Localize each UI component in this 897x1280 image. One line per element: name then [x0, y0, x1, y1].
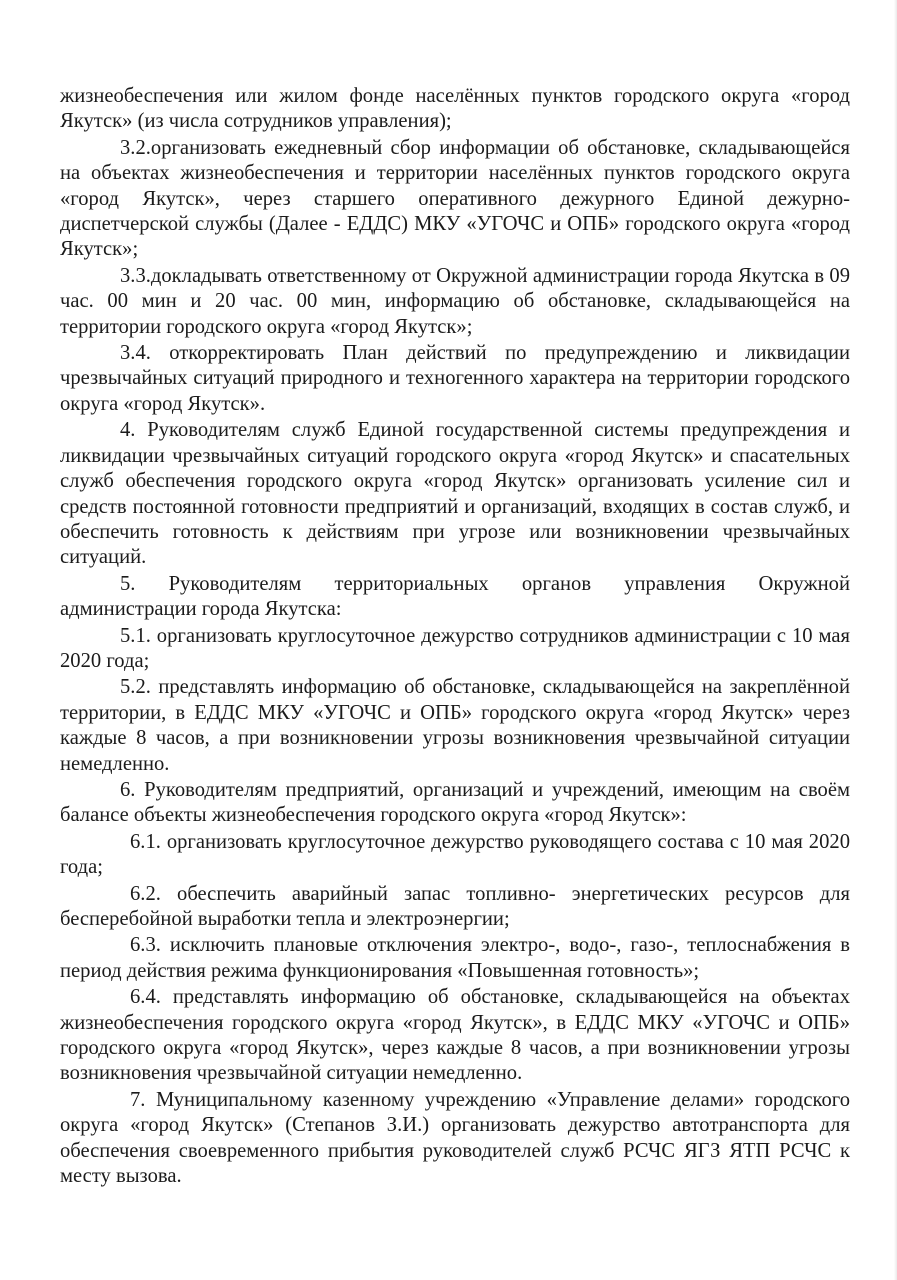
document-body: [60, 84, 850, 1190]
paragraph-6-2: 6.2. обеспечить аварийный запас топливно- энергетических ресурсов для бесперебойной выработки тепла и электроэнергии;: [60, 882, 850, 930]
paragraph-6-1: 6.1. организовать круглосуточное дежурство руководящего состава с 10 мая 2020 года;: [60, 830, 850, 879]
paragraph-3-4: 3.4. откорректировать План действий по предупреждению и ликвидации чрезвычайных ситуаций природного и техногенного характера на территории городского округа «город Якутск».: [60, 342, 850, 415]
paragraph-7: 7. Муниципальному казенному учреждению «Управление делами» городского округа «город Якутск» (Степанов З.И.) организовать дежурство автотранспорта для обеспечения своевременного прибытия руководителей служб РСЧС ЯГЗ ЯТП РСЧС к месту вызова.: [60, 1088, 850, 1188]
paragraph-4: 4. Руководителям служб Единой государственной системы предупреждения и ликвидации чрезвычайных ситуаций городского округа «город Якутск» и спасательных служб обеспечения городского округа «город Якутск» организовать усиление сил и средств постоянной готовности предприятий и организаций, входящих в состав служб, и обеспечить готовность к действиям при угрозе или возникновении чрезвычайных ситуаций.: [60, 419, 850, 569]
paragraph-6: 6. Руководителям предприятий, организаций и учреждений, имеющим на своём балансе объекты жизнеобеспечения городского округа «город Якутск»:: [60, 778, 850, 827]
paragraph-5: 5. Руководителям территориальных органов управления Окружной администрации города Якутска:: [60, 572, 850, 621]
paragraph-3-2: 3.2.организовать ежедневный сбор информации об обстановке, складывающейся на объектах жизнеобеспечения и территории населённых пунктов городского округа «город Якутск», через старшего оперативного дежурного Единой дежурно-диспетчерской службы (Далее - ЕДДС) МКУ «УГОЧС и ОПБ» городского округа «город Якутск»;: [60, 136, 850, 261]
paragraph-6-3: 6.3. исключить плановые отключения электро-, водо-, газо-, теплоснабжения в период действия режима функционирования «Повышенная готовность»;: [60, 934, 850, 982]
paragraph-6-4: 6.4. представлять информацию об обстановке, складывающейся на объектах жизнеобеспечения городского округа «город Якутск», в ЕДДС МКУ «УГОЧС и ОПБ» городского округа «город Якутск», через каждые 8 часов, а при возникновении угрозы возникновения чрезвычайной ситуации немедленно.: [60, 986, 850, 1085]
paragraph-continuation: жизнеобеспечения или жилом фонде населённых пунктов городского округа «город Якутск» (из числа сотрудников управления);: [60, 85, 850, 133]
paragraph-5-1: 5.1. организовать круглосуточное дежурство сотрудников администрации с 10 мая 2020 года;: [60, 624, 850, 672]
paragraph-3-3: 3.3.докладывать ответственному от Окружной администрации города Якутска в 09 час. 00 мин и 20 час. 00 мин, информацию об обстановке, складывающейся на территории городского округа «город Якутск»;: [60, 264, 850, 338]
paragraph-5-2: 5.2. представлять информацию об обстановке, складывающейся на закреплённой территории, в ЕДДС МКУ «УГОЧС и ОПБ» городского округа «город Якутск» через каждые 8 часов, а при возникновении угрозы возникновения чрезвычайной ситуации немедленно.: [60, 676, 850, 775]
